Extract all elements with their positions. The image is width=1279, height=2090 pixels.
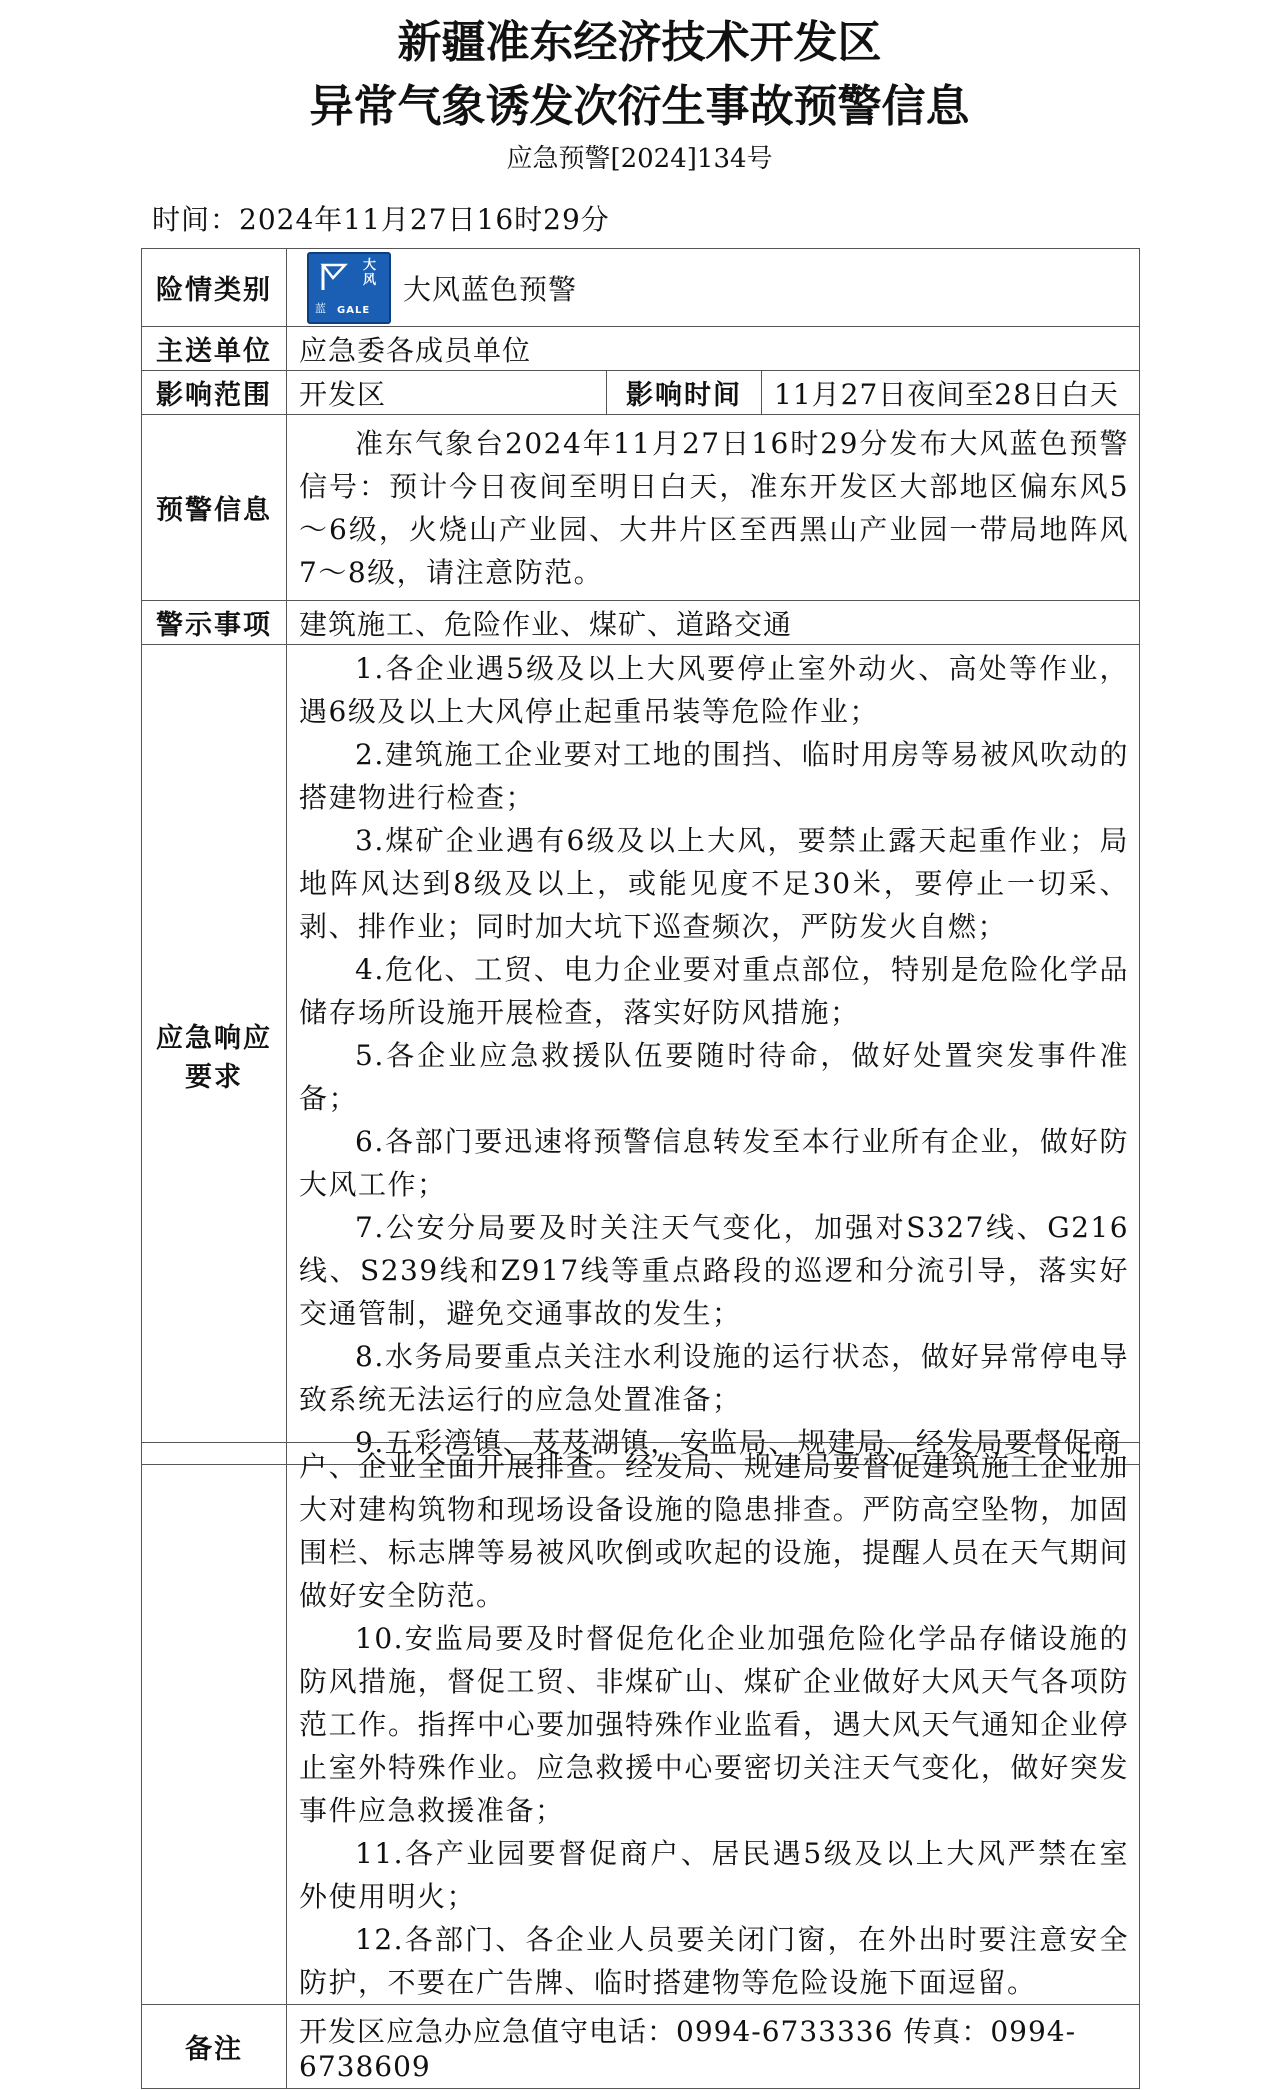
response-continued-text: 户、企业全面开展排查。经发局、规建局要督促建筑施工企业加大对建构筑物和现场设备设施的隐患排查。严防高空坠物，加固围栏、标志牌等易被风吹倒或吹起的设施，提醒人员在天气期间做好安全防范。 (299, 1450, 1129, 1612)
caution-label: 警示事项 (142, 601, 287, 645)
wind-flag-icon (319, 262, 349, 292)
gale-blue-warning-badge (307, 252, 391, 324)
row-response (142, 645, 1140, 1465)
response-item: 10.安监局要及时督促危化企业加强危险化学品存储设施的防风措施，督促工贸、非煤矿山、煤矿企业做好大风天气各项防范工作。指挥中心要加强特殊作业监看，遇大风天气通知企业停止室外特殊作业。应急救援中心要密切关注天气变化，做好突发事件应急救援准备； (299, 1622, 1129, 1827)
response-label (142, 645, 287, 1465)
remark-value: 开发区应急办应急值守电话：0994-6733336 传真：0994-6738609 (287, 2005, 1140, 2089)
response-label-line-1: 应急响应 (156, 1022, 272, 1054)
row-caution (142, 601, 1140, 645)
info-label: 预警信息 (142, 415, 287, 601)
row-response-continued (142, 1443, 1140, 2005)
row-remark (142, 2005, 1140, 2089)
response-label-line-2: 要求 (185, 1061, 243, 1093)
caution-value: 建筑施工、危险作业、煤矿、道路交通 (287, 601, 1140, 645)
recipients-label: 主送单位 (142, 327, 287, 371)
document-number: 应急预警[2024]134号 (506, 144, 773, 174)
document-title-line-2: 异常气象诱发次衍生事故预警信息 (309, 81, 970, 132)
badge-chars: 大风 (362, 257, 377, 288)
info-value: 准东气象台2024年11月27日16时29分发布大风蓝色预警信号：预计今日夜间至明日白天，准东开发区大部地区偏东风5～6级，火烧山产业园、大井片区至西黑山产业园一带局地阵风7～8级，请注意防范。 (299, 426, 1130, 589)
issue-time: 时间：2024年11月27日16时29分 (152, 203, 610, 236)
response-label-empty (142, 1443, 287, 2005)
risk-type-value: 大风蓝色预警 (403, 272, 578, 306)
response-item: 3.煤矿企业遇有6级及以上大风，要禁止露天起重作业；局地阵风达到8级及以上，或能见度不足30米，要停止一切采、剥、排作业；同时加大坑下巡查频次，严防发火自燃； (299, 824, 1130, 943)
recipients-value: 应急委各成员单位 (287, 327, 1140, 371)
risk-type-cell (287, 249, 1140, 327)
warning-table-continued (141, 1442, 1140, 2089)
response-item: 9.五彩湾镇、芨芨湖镇，安监局、规建局、经发局要督促商 (355, 1426, 1123, 1459)
row-risk-type (142, 249, 1140, 327)
row-recipients (142, 327, 1140, 371)
response-cell (287, 645, 1140, 1465)
document-title-line-1: 新疆准东经济技术开发区 (397, 17, 882, 68)
response-item: 6.各部门要迅速将预警信息转发至本行业所有企业，做好防大风工作； (299, 1125, 1130, 1201)
time-label: 影响时间 (607, 371, 762, 415)
response-continued-cell (287, 1443, 1140, 2005)
row-info (142, 415, 1140, 601)
response-item: 5.各企业应急救援队伍要随时待命，做好处置突发事件准备； (299, 1039, 1130, 1115)
scope-value: 开发区 (287, 371, 607, 415)
response-item: 4.危化、工贸、电力企业要对重点部位，特别是危险化学品储存场所设施开展检查，落实好防风措施； (299, 953, 1130, 1029)
response-item: 11.各产业园要督促商户、居民遇5级及以上大风严禁在室外使用明火； (299, 1837, 1129, 1913)
response-item: 1.各企业遇5级及以上大风要停止室外动火、高处等作业，遇6级及以上大风停止起重吊装等危险作业； (299, 652, 1130, 728)
response-item: 8.水务局要重点关注水利设施的运行状态，做好异常停电导致系统无法运行的应急处置准备； (299, 1340, 1130, 1416)
response-item: 2.建筑施工企业要对工地的围挡、临时用房等易被风吹动的搭建物进行检查； (299, 738, 1130, 814)
row-scope-time (142, 371, 1140, 415)
time-value: 11月27日夜间至28日白天 (762, 371, 1140, 415)
info-cell (287, 415, 1140, 601)
warning-table (141, 248, 1140, 1465)
response-item: 7.公安分局要及时关注天气变化，加强对S327线、G216线、S239线和Z917线等重点路段的巡逻和分流引导，落实好交通管制，避免交通事故的发生； (299, 1211, 1130, 1330)
risk-type-label: 险情类别 (142, 249, 287, 327)
scope-label: 影响范围 (142, 371, 287, 415)
badge-en: GALE (337, 304, 371, 316)
badge-level: 蓝 (315, 301, 327, 315)
response-item: 12.各部门、各企业人员要关闭门窗，在外出时要注意安全防护，不要在广告牌、临时搭建物等危险设施下面逗留。 (299, 1923, 1129, 1999)
remark-label: 备注 (142, 2005, 287, 2089)
